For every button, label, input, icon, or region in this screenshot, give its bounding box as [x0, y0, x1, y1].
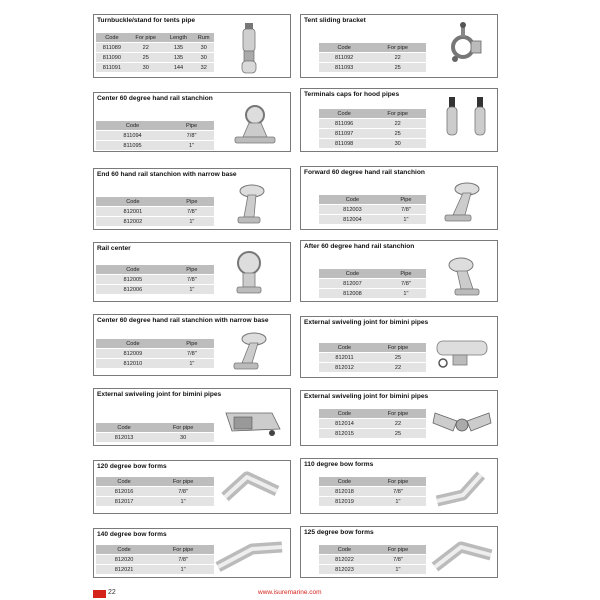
spec-table: Code Pipe 812005 7/8" 812006 1"	[96, 265, 214, 295]
product-title: 140 degree bow forms	[97, 531, 167, 538]
bow-125-icon	[429, 533, 495, 575]
spec-table: Code For pipe 812016 7/8" 812017 1"	[96, 477, 214, 507]
product-card	[300, 166, 498, 230]
spec-table: Code For pipe 811092 22 811093 25	[319, 43, 426, 73]
spec-table: Code For pipe 812018 7/8" 812019 1"	[319, 477, 426, 507]
spec-table: Code For pipe 812020 7/8" 812021 1"	[96, 545, 214, 575]
bow-140-icon	[212, 535, 286, 575]
terminal-cap-icon	[439, 93, 495, 149]
product-card	[93, 460, 291, 514]
product-title: External swiveling joint for bimini pipes	[97, 391, 222, 398]
turnbuckle-stand-icon	[234, 19, 264, 77]
product-card	[300, 526, 498, 578]
product-title: Forward 60 degree hand rail stanchion	[304, 169, 425, 176]
product-title: 120 degree bow forms	[97, 463, 167, 470]
spec-table: Code For pipe 812011 25 812012 22	[319, 343, 426, 373]
product-card	[300, 14, 498, 78]
product-card	[93, 528, 291, 578]
product-card	[300, 390, 498, 446]
product-card	[93, 242, 291, 302]
page-number: 22	[108, 589, 116, 596]
product-title: Center 60 degree hand rail stanchion with narrow base	[97, 317, 269, 324]
product-card	[300, 316, 498, 378]
swivel-joint-icon	[433, 329, 493, 373]
narrow-stanchion-icon	[226, 327, 276, 375]
bow-120-icon	[219, 467, 283, 511]
after-stanchion-icon	[439, 251, 489, 301]
product-card	[93, 168, 291, 230]
bow-110-icon	[429, 467, 493, 511]
product-title: 110 degree bow forms	[304, 461, 374, 468]
product-title: Turnbuckle/stand for tents pipe	[97, 17, 196, 24]
spec-table: Code Pipe 812001 7/8" 812002 1"	[96, 197, 214, 227]
swivel-plate-icon	[222, 399, 284, 443]
product-title: End 60 hand rail stanchion with narrow base	[97, 171, 237, 178]
product-card	[93, 92, 291, 152]
product-card	[93, 314, 291, 376]
rail-center-icon	[229, 249, 269, 299]
product-title: Tent sliding bracket	[304, 17, 366, 24]
product-card	[300, 458, 498, 514]
spec-table: Code For pipe 811096 22 811097 25 811098 30	[319, 109, 426, 149]
forward-stanchion-icon	[439, 177, 489, 227]
product-card	[93, 14, 291, 78]
product-title: Terminals caps for hood pipes	[304, 91, 400, 98]
product-title: External swiveling joint for bimini pipes	[304, 393, 429, 400]
spec-table: Code For pipe 812014 22 812015 25	[319, 409, 426, 439]
center-stanchion-icon	[229, 101, 279, 149]
spec-table: Code Pipe 812003 7/8" 812004 1"	[319, 195, 426, 225]
product-title: Center 60 degree hand rail stanchion	[97, 95, 213, 102]
swivel-hinge-icon	[431, 403, 493, 441]
spec-table: Code For pipe 812022 7/8" 812023 1"	[319, 545, 426, 575]
spec-table: Code For pipe 812013 30	[96, 423, 214, 443]
product-title: External swiveling joint for bimini pipes	[304, 319, 429, 326]
spec-table: Code For pipe Length Rum 811089 22 135 30 811090 25 135 30 811091 30 144 32	[96, 33, 214, 73]
product-title: Rail center	[97, 245, 131, 252]
website-link[interactable]: www.isuremarine.com	[258, 589, 322, 596]
brand-mark	[93, 590, 106, 598]
product-card	[300, 88, 498, 152]
end-stanchion-icon	[226, 179, 276, 229]
spec-table: Code Pipe 811094 7/8" 811095 1"	[96, 121, 214, 151]
product-title: 125 degree bow forms	[304, 529, 374, 536]
product-title: After 60 degree hand rail stanchion	[304, 243, 415, 250]
spec-table: Code Pipe 812007 7/8" 812008 1"	[319, 269, 426, 299]
sliding-bracket-icon	[441, 19, 491, 69]
spec-table: Code Pipe 812009 7/8" 812010 1"	[96, 339, 214, 369]
product-card	[93, 388, 291, 446]
product-card	[300, 240, 498, 302]
